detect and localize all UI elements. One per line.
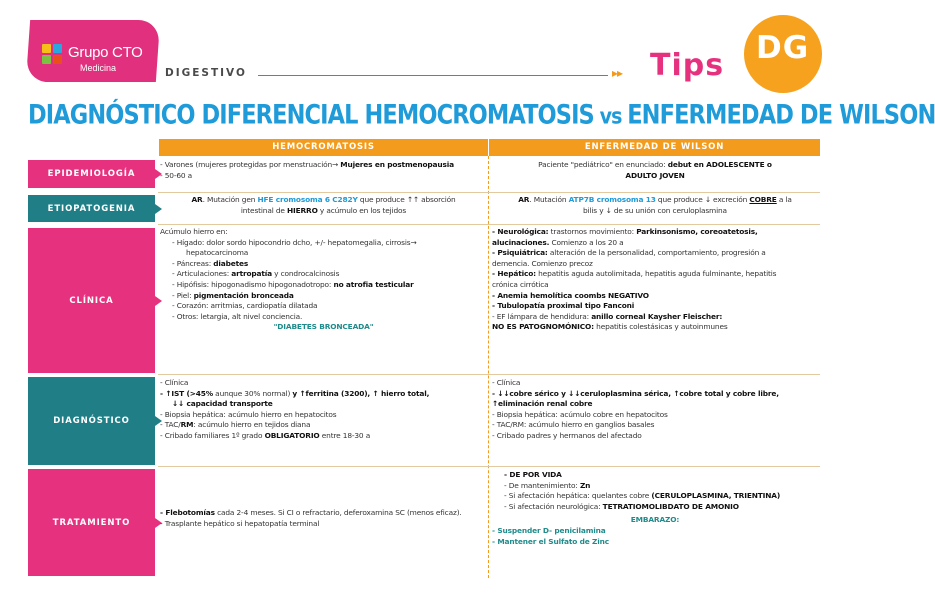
double-arrow-icon: ▸▸ [612, 66, 623, 80]
header-divider [258, 75, 608, 76]
text-line: - Hipófisis: hipogonadismo hipogonadotropo: no atrofia testicular [172, 279, 414, 289]
text-line: - Suspender D- penicilamina [492, 525, 606, 535]
row-separator [158, 374, 820, 375]
text-line: - Si afectación neurológica: TETRATIOMOLIBDATO DE AMONIO [504, 501, 739, 511]
text-line: - Trasplante hepático si hepatopatía terminal [160, 518, 320, 528]
text-line: - 50-60 a [160, 170, 193, 180]
tips-label: Tips [650, 48, 725, 83]
text-line: - Articulaciones: artropatía y condrocalcinosis [172, 269, 340, 279]
text-line: Acúmulo hierro en: [160, 227, 228, 236]
row-separator [158, 466, 820, 467]
text-line: demencia. Comienzo precoz [492, 258, 593, 268]
text-line: - Tubulopatía proximal tipo Fanconi [492, 301, 635, 311]
embarazo-heading: EMBARAZO: [630, 515, 680, 525]
cell-diagnostico-wilson [492, 378, 818, 442]
text-line: ADULTO JOVEN [625, 170, 685, 180]
row-label-diagnostico: DIAGNÓSTICO [28, 377, 155, 465]
text-line: - Anemia hemolítica coombs NEGATIVO [492, 290, 649, 300]
text-line: - Cribado familiares 1º grado OBLIGATORIO entre 18-30 a [160, 430, 371, 440]
cell-etiopatogenia-wilson [492, 195, 818, 216]
text-line: ↑eliminación renal cobre [492, 399, 593, 409]
text-line: - Piel: pigmentación bronceada [172, 290, 294, 300]
text-line: Paciente "pediátrico" en enunciado: debut en ADOLESCENTE o [538, 160, 772, 169]
row-separator [158, 224, 820, 225]
text-line: - DE POR VIDA [504, 470, 562, 479]
text-line: crónica cirrótica [492, 279, 549, 289]
text-line: - Biopsia hepática: acúmulo cobre en hepatocitos [492, 409, 668, 419]
text-line: - Hígado: dolor sordo hipocondrio dcho, +/- hepatomegalia, cirrosis→ [172, 237, 417, 247]
cto-logo-icon [42, 44, 62, 64]
text-line: - Neurológica: trastornos movimiento: Parkinsonismo, coreoatetosis, [492, 227, 758, 236]
text-line: - Otros: letargia, alt nivel conciencia. [172, 311, 303, 321]
text-line: AR. Mutación gen HFE cromosoma 6 C282Y que produce ↑↑ absorción [191, 195, 456, 204]
text-line: - Psiquiátrica: alteración de la personalidad, comportamiento, progresión a [492, 248, 766, 258]
text-line: - Clínica [160, 378, 189, 387]
text-line: - Si afectación hepática: quelantes cobre (CERULOPLASMINA, TRIENTINA) [504, 491, 781, 501]
text-line: alucinaciones. Comienzo a los 20 a [492, 237, 624, 247]
text-line: AR. Mutación ATP7B cromosoma 13 que produce ↓ excreción COBRE a la [518, 195, 792, 204]
row-label-epidemiologia: EPIDEMIOLOGÍA [28, 160, 155, 188]
text-line: ↓↓ capacidad transporte [172, 399, 273, 409]
column-header-hemocromatosis: HEMOCROMATOSIS [159, 139, 488, 156]
row-label-tratamiento: TRATAMIENTO [28, 469, 155, 576]
cell-tratamiento-wilson [492, 470, 818, 547]
section-label: DIGESTIVO [165, 67, 247, 79]
row-label-clinica: CLÍNICA [28, 228, 155, 373]
brand-subtitle: Medicina [80, 63, 117, 73]
text-line: - Hepático: hepatitis aguda autolimitada, hepatitis aguda fulminante, hepatitis [492, 269, 777, 279]
column-divider [488, 156, 489, 578]
page-title: DIAGNÓSTICO DIFERENCIAL HEMOCROMATOSIS vs ENFERMEDAD DE WILSON [28, 100, 935, 131]
text-line: - TAC/RM: acúmulo hierro en tejidos diana [160, 420, 311, 430]
text-line: - Varones (mujeres protegidas por menstruación→ Mujeres en postmenopausia [160, 160, 454, 169]
text-line: - Mantener el Sulfato de Zinc [492, 536, 609, 546]
brand-name: Grupo CTO [68, 44, 143, 61]
text-line: - De mantenimiento: Zn [504, 480, 591, 490]
text-line: - EF lámpara de hendidura: anillo corneal Kaysher Fleischer: [492, 311, 723, 321]
text-line: - Flebotomías cada 2-4 meses. Si CI o refractario, deferoxamina SC (menos eficaz). [160, 508, 462, 517]
text-line: hepatocarcinoma [186, 248, 249, 258]
text-line: - ↑IST (>45% aunque 30% normal) y ↑ferritina (3200), ↑ hierro total, [160, 388, 430, 398]
column-header-wilson: ENFERMEDAD DE WILSON [489, 139, 820, 156]
cell-tratamiento-hemocromatosis [160, 508, 487, 529]
text-line: - Clínica [492, 378, 521, 387]
row-label-etiopatogenia: ETIOPATOGENIA [28, 195, 155, 222]
cell-epidemiologia-wilson [492, 160, 818, 181]
text-line: - Cribado padres y hermanos del afectado [492, 430, 642, 440]
cell-clinica-hemocromatosis [160, 227, 487, 333]
cell-diagnostico-hemocromatosis [160, 378, 487, 442]
text-line: - Corazón: arritmias, cardiopatía dilatada [172, 301, 318, 311]
diabetes-bronceada-label: "DIABETES BRONCEADA" [273, 322, 374, 332]
text-line: - TAC/RM: acúmulo hierro en ganglios basales [492, 420, 655, 430]
text-line: bilis y ↓ de su unión con ceruloplasmina [583, 205, 727, 215]
text-line: - Páncreas: diabetes [172, 258, 249, 268]
text-line: - Biopsia hepática: acúmulo hierro en hepatocitos [160, 409, 337, 419]
cell-clinica-wilson [492, 227, 818, 333]
dg-badge: DG [756, 30, 810, 66]
row-separator [158, 192, 820, 193]
text-line: intestinal de HIERRO y acúmulo en los tejidos [240, 205, 407, 215]
cell-etiopatogenia-hemocromatosis [160, 195, 487, 216]
cell-epidemiologia-hemocromatosis [160, 160, 487, 181]
text-line: NO ES PATOGNOMÓNICO: hepatitis colestásicas y autoinmunes [492, 322, 728, 332]
text-line: - ↓↓cobre sérico y ↓↓ceruloplasmina sérica, ↑cobre total y cobre libre, [492, 388, 779, 398]
